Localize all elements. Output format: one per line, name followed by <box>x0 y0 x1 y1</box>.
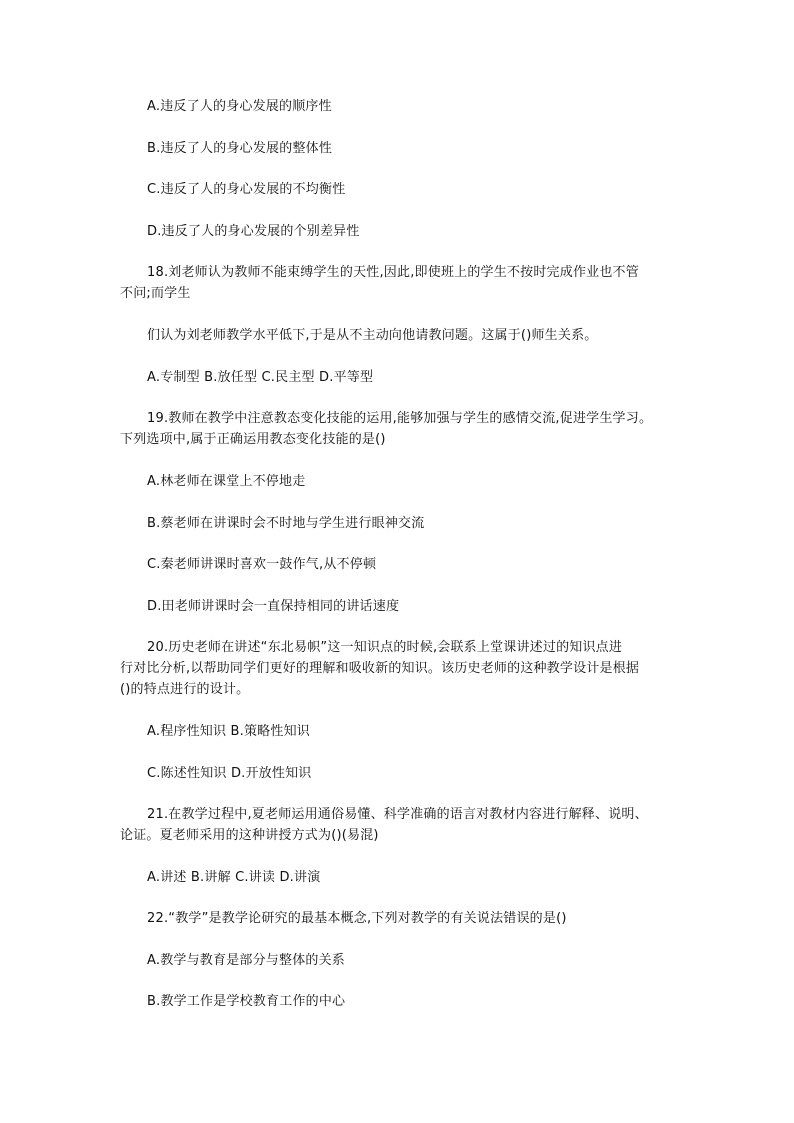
q19-option-a: A.林老师在课堂上不停地走 <box>147 474 306 489</box>
q22-option-b: B.教学工作是学校教育工作的中心 <box>147 994 346 1009</box>
q17-option-d: D.违反了人的身心发展的个别差异性 <box>147 224 360 239</box>
q17-option-a: A.违反了人的身心发展的顺序性 <box>147 99 332 114</box>
q21-stem-line1: 21.在教学过程中,夏老师运用通俗易懂、科学准确的语言对教材内容进行解释、说明、 <box>147 807 648 822</box>
q19-option-c: C.秦老师讲课时喜欢一鼓作气,从不停顿 <box>147 557 377 572</box>
q18-stem-line1: 18.刘老师认为教师不能束缚学生的天性,因此,即使班上的学生不按时完成作业也不管 <box>147 265 639 280</box>
q20-stem-line2: 行对比分析,以帮助同学们更好的理解和吸收新的知识。该历史老师的这种教学设计是根据 <box>120 661 640 676</box>
q22-stem-line1: 22.“教学”是教学论研究的最基本概念,下列对教学的有关说法错误的是() <box>147 911 567 926</box>
q21-stem-line2: 论证。夏老师采用的这种讲授方式为()(易混) <box>120 828 379 843</box>
q20-stem-line1: 20.历史老师在讲述“东北易帜”这一知识点的时候,会联系上堂课讲述过的知识点进 <box>147 640 623 655</box>
q19-stem-line2: 下列选项中,属于正确运用教态变化技能的是() <box>120 432 386 447</box>
q22-option-a: A.教学与教育是部分与整体的关系 <box>147 953 345 968</box>
q19-stem-line1: 19.教师在教学中注意教态变化技能的运用,能够加强与学生的感情交流,促进学生学习。 <box>147 411 653 426</box>
q17-option-c: C.违反了人的身心发展的不均衡性 <box>147 182 346 197</box>
q19-option-b: B.蔡老师在讲课时会不时地与学生进行眼神交流 <box>147 516 425 531</box>
q20-stem-line3: ()的特点进行的设计。 <box>120 682 250 697</box>
q17-option-b: B.违反了人的身心发展的整体性 <box>147 141 333 156</box>
q18-stem-line2: 不问;而学生 <box>120 286 191 301</box>
q20-options-ab: A.程序性知识 B.策略性知识 <box>147 724 310 739</box>
q20-options-cd: C.陈述性知识 D.开放性知识 <box>147 766 312 781</box>
q18-options: A.专制型 B.放任型 C.民主型 D.平等型 <box>147 370 374 385</box>
q19-option-d: D.田老师讲课时会一直保持相同的讲话速度 <box>147 599 400 614</box>
q21-options: A.讲述 B.讲解 C.讲读 D.讲演 <box>147 870 321 885</box>
q18-stem-line3: 们认为刘老师教学水平低下,于是从不主动向他请教问题。这属于()师生关系。 <box>147 328 598 343</box>
